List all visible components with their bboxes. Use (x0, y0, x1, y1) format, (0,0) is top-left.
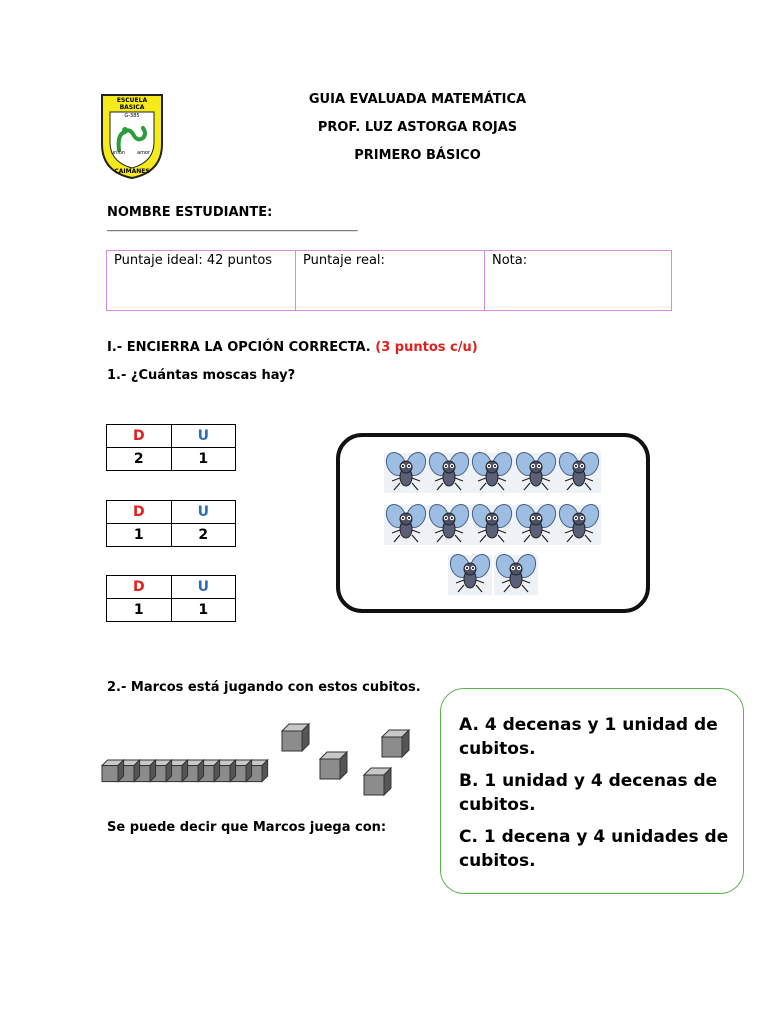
fly-icon (447, 551, 493, 595)
units-header: U (171, 501, 236, 524)
fly-icon (493, 551, 539, 595)
score-real: Puntaje real: (296, 251, 485, 311)
fly-icon (513, 449, 559, 493)
fly-icon (383, 449, 429, 493)
score-grade: Nota: (485, 251, 672, 311)
option-table-1[interactable] (106, 424, 236, 471)
section-title (107, 340, 478, 355)
loose-cube (320, 752, 347, 779)
option-table-2[interactable] (106, 500, 236, 547)
flies-frame (336, 433, 650, 613)
fly-icon (513, 501, 559, 545)
units-header: U (171, 576, 236, 599)
units-value: 1 (171, 599, 236, 622)
logo-bottom-text: CAIMANES (114, 168, 150, 175)
section-points: (3 puntos c/u) (375, 340, 478, 355)
question-2-prompt: Se puede decir que Marcos juega con: (107, 820, 387, 835)
tens-header: D (107, 576, 172, 599)
loose-cube (382, 730, 409, 757)
fly-icon (469, 501, 515, 545)
rod-cube (102, 760, 124, 782)
tens-header: D (107, 425, 172, 448)
units-value: 1 (171, 448, 236, 471)
answer-b[interactable]: B. 1 unidad y 4 decenas de cubitos. (459, 771, 718, 815)
tens-header: D (107, 501, 172, 524)
loose-cube (282, 724, 309, 751)
header-grade: PRIMERO BÁSICO (354, 148, 481, 163)
tens-value: 2 (107, 448, 172, 471)
loose-cube (364, 768, 391, 795)
fly-icon (556, 449, 602, 493)
fly-icon (469, 449, 515, 493)
option-table-3[interactable] (106, 575, 236, 622)
score-ideal: Puntaje ideal: 42 puntos (107, 251, 296, 311)
units-value: 2 (171, 524, 236, 547)
logo-motto-left: unión (111, 150, 125, 156)
flies-illustration (340, 437, 646, 609)
answer-a[interactable]: A. 4 decenas y 1 unidad de cubitos. (459, 715, 718, 759)
fly-icon (383, 501, 429, 545)
question-2: 2.- Marcos está jugando con estos cubitos. (107, 680, 421, 695)
student-name-line: _____________________________________________________________ (107, 222, 358, 232)
answer-c[interactable]: C. 1 decena y 4 unidades de cubitos. (459, 827, 729, 871)
tens-value: 1 (107, 524, 172, 547)
header-title: GUIA EVALUADA MATEMÁTICA (308, 92, 527, 107)
fly-icon (556, 501, 602, 545)
tens-value: 1 (107, 599, 172, 622)
section-instruction: I.- ENCIERRA LA OPCIÓN CORRECTA. (107, 340, 371, 355)
header-teacher: PROF. LUZ ASTORGA ROJAS (317, 120, 518, 135)
question-1: 1.- ¿Cuántas moscas hay? (107, 368, 296, 383)
score-table (106, 250, 672, 311)
units-header: U (171, 425, 236, 448)
logo-top-text: ESCUELA BASICA (116, 97, 148, 111)
logo-motto-right: amor (137, 150, 151, 156)
cubes-illustration (98, 716, 418, 800)
logo-code: G-385 (124, 113, 140, 119)
fly-icon (426, 501, 472, 545)
answer-options (440, 688, 744, 894)
fly-icon (426, 449, 472, 493)
student-name-label: NOMBRE ESTUDIANTE: (107, 205, 273, 220)
